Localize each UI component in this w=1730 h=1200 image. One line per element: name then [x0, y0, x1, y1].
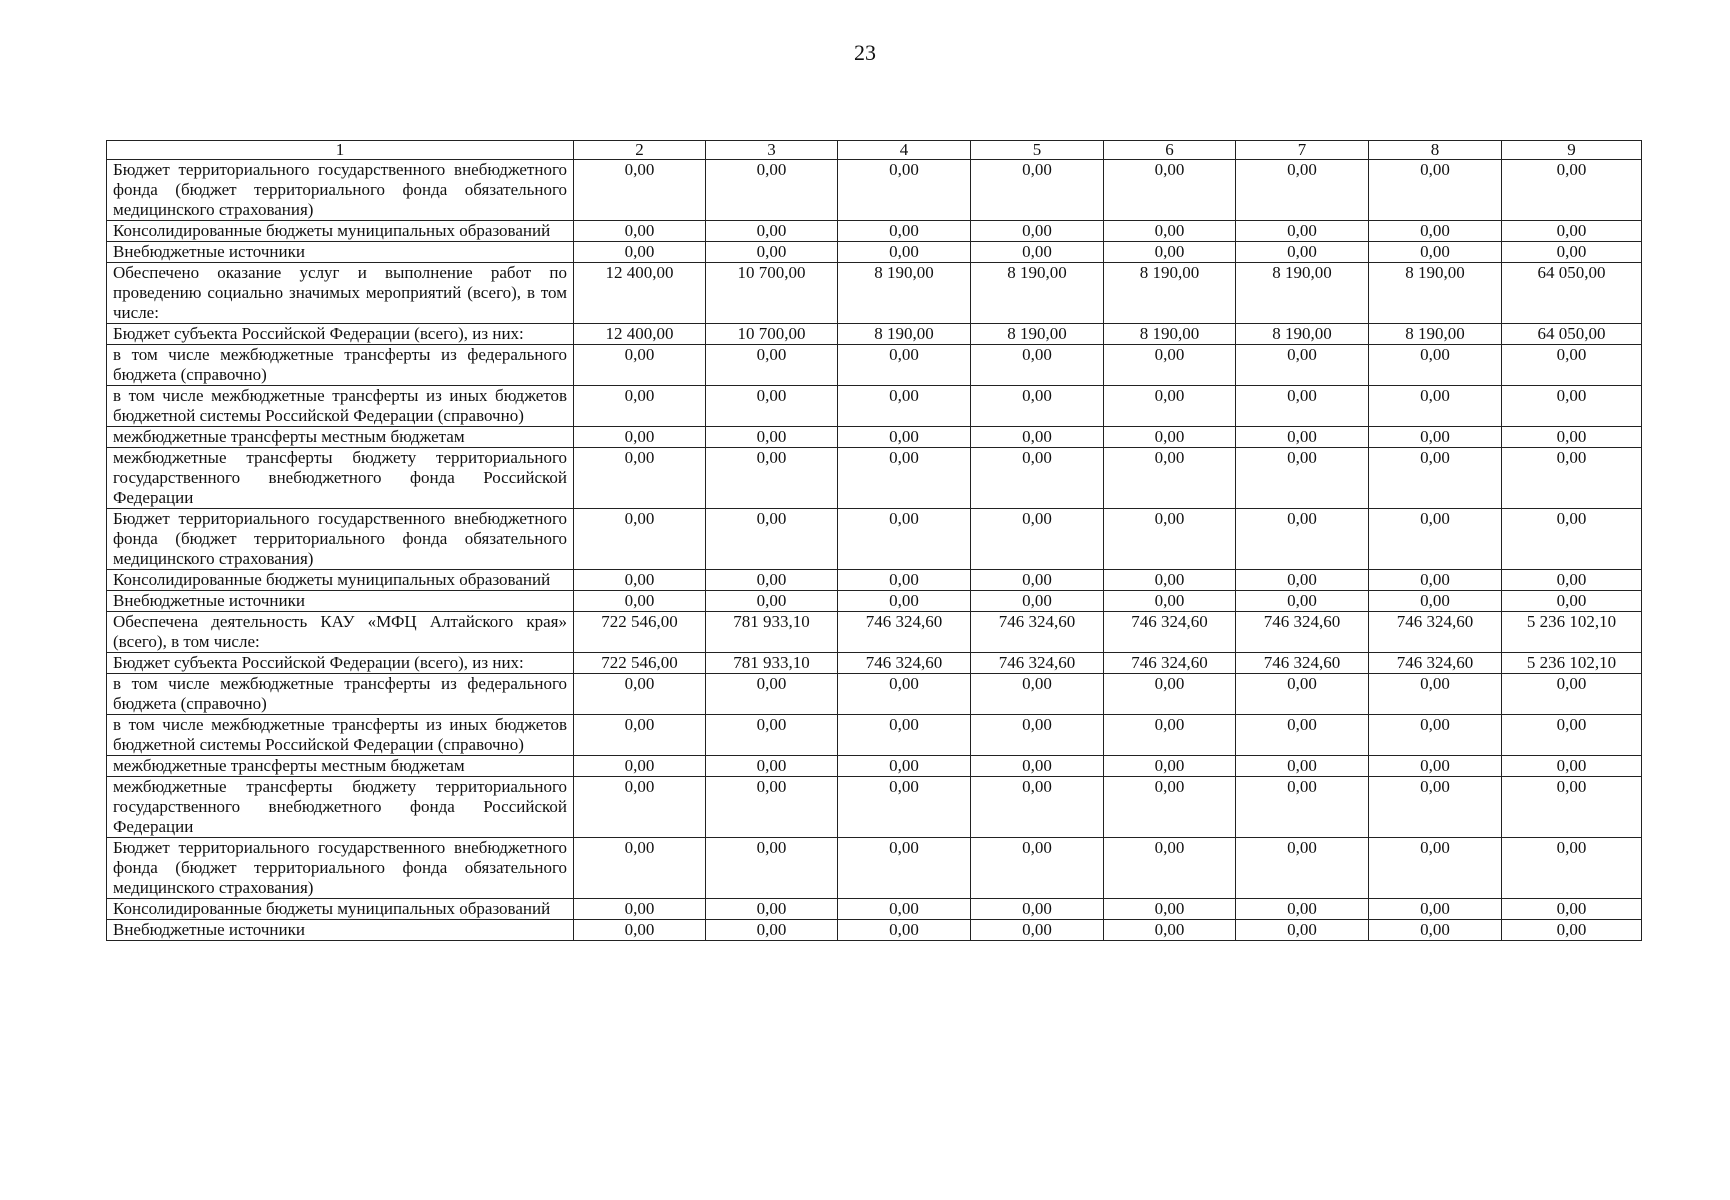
value-cell: 0,00: [1502, 448, 1642, 509]
value-cell: 0,00: [971, 221, 1104, 242]
value-cell: 10 700,00: [706, 263, 838, 324]
value-cell: 0,00: [1236, 448, 1369, 509]
value-cell: 0,00: [706, 591, 838, 612]
table-row: [107, 345, 1642, 386]
value-cell: 8 190,00: [1369, 263, 1502, 324]
value-cell: 0,00: [1104, 715, 1236, 756]
row-label: Обеспечена деятельность КАУ «МФЦ Алтайского края» (всего), в том числе:: [107, 612, 574, 653]
value-cell: 0,00: [574, 674, 706, 715]
table-row: [107, 591, 1642, 612]
value-cell: 746 324,60: [971, 612, 1104, 653]
value-cell: 0,00: [1104, 448, 1236, 509]
value-cell: 0,00: [1369, 899, 1502, 920]
value-cell: 8 190,00: [838, 324, 971, 345]
value-cell: 746 324,60: [1104, 612, 1236, 653]
value-cell: 0,00: [838, 448, 971, 509]
value-cell: 0,00: [574, 345, 706, 386]
value-cell: 0,00: [706, 920, 838, 941]
table-row: [107, 427, 1642, 448]
value-cell: 0,00: [838, 715, 971, 756]
row-label: межбюджетные трансферты бюджету территориального государственного внебюджетного фонда Российской Федерации: [107, 777, 574, 838]
value-cell: 0,00: [574, 509, 706, 570]
table-row: [107, 899, 1642, 920]
row-label: межбюджетные трансферты местным бюджетам: [107, 427, 574, 448]
value-cell: 0,00: [971, 756, 1104, 777]
value-cell: 746 324,60: [1236, 653, 1369, 674]
row-label: Консолидированные бюджеты муниципальных образований: [107, 221, 574, 242]
column-header-8: 8: [1369, 141, 1502, 160]
table-row: [107, 570, 1642, 591]
column-header-2: 2: [574, 141, 706, 160]
value-cell: 8 190,00: [1104, 324, 1236, 345]
row-label: Консолидированные бюджеты муниципальных образований: [107, 570, 574, 591]
row-label: в том числе межбюджетные трансферты из иных бюджетов бюджетной системы Российской Федерации (справочно): [107, 386, 574, 427]
value-cell: 0,00: [1104, 345, 1236, 386]
row-label: Бюджет субъекта Российской Федерации (всего), из них:: [107, 324, 574, 345]
value-cell: 0,00: [574, 591, 706, 612]
value-cell: 0,00: [1104, 838, 1236, 899]
value-cell: 0,00: [706, 242, 838, 263]
value-cell: 0,00: [838, 160, 971, 221]
row-label: в том числе межбюджетные трансферты из федерального бюджета (справочно): [107, 345, 574, 386]
table-row: [107, 756, 1642, 777]
value-cell: 746 324,60: [838, 612, 971, 653]
column-header-4: 4: [838, 141, 971, 160]
value-cell: 8 190,00: [838, 263, 971, 324]
value-cell: 5 236 102,10: [1502, 653, 1642, 674]
value-cell: 0,00: [971, 345, 1104, 386]
value-cell: 0,00: [574, 386, 706, 427]
value-cell: 0,00: [838, 221, 971, 242]
value-cell: 0,00: [1502, 570, 1642, 591]
value-cell: 0,00: [706, 899, 838, 920]
value-cell: 0,00: [706, 715, 838, 756]
column-header-1: 1: [107, 141, 574, 160]
value-cell: 0,00: [1104, 899, 1236, 920]
table-header: [107, 141, 1642, 160]
value-cell: 0,00: [574, 920, 706, 941]
value-cell: 0,00: [706, 448, 838, 509]
value-cell: 0,00: [1236, 715, 1369, 756]
value-cell: 5 236 102,10: [1502, 612, 1642, 653]
value-cell: 0,00: [1236, 160, 1369, 221]
value-cell: 0,00: [1369, 221, 1502, 242]
value-cell: 0,00: [1236, 777, 1369, 838]
row-label: Бюджет территориального государственного внебюджетного фонда (бюджет территориального фонда обязательного медицинского страхования): [107, 509, 574, 570]
value-cell: 746 324,60: [1236, 612, 1369, 653]
row-label: Обеспечено оказание услуг и выполнение работ по проведению социально значимых мероприятий (всего), в том числе:: [107, 263, 574, 324]
value-cell: 746 324,60: [1369, 612, 1502, 653]
value-cell: 0,00: [838, 345, 971, 386]
row-label: Бюджет территориального государственного внебюджетного фонда (бюджет территориального фонда обязательного медицинского страхования): [107, 160, 574, 221]
value-cell: 8 190,00: [971, 263, 1104, 324]
value-cell: 0,00: [1369, 591, 1502, 612]
value-cell: 781 933,10: [706, 653, 838, 674]
table-row: [107, 448, 1642, 509]
value-cell: 0,00: [706, 756, 838, 777]
value-cell: 0,00: [1502, 838, 1642, 899]
value-cell: 8 190,00: [1104, 263, 1236, 324]
value-cell: 0,00: [1502, 160, 1642, 221]
value-cell: 0,00: [838, 386, 971, 427]
value-cell: 0,00: [574, 242, 706, 263]
value-cell: 0,00: [1369, 427, 1502, 448]
value-cell: 0,00: [1236, 674, 1369, 715]
value-cell: 0,00: [1369, 448, 1502, 509]
value-cell: 0,00: [971, 715, 1104, 756]
value-cell: 0,00: [706, 427, 838, 448]
value-cell: 0,00: [1236, 509, 1369, 570]
value-cell: 0,00: [971, 570, 1104, 591]
page-number: 23: [854, 40, 876, 65]
value-cell: 0,00: [706, 777, 838, 838]
value-cell: 0,00: [574, 160, 706, 221]
table-row: [107, 386, 1642, 427]
value-cell: 746 324,60: [838, 653, 971, 674]
value-cell: 0,00: [1236, 920, 1369, 941]
value-cell: 64 050,00: [1502, 263, 1642, 324]
row-label: Внебюджетные источники: [107, 920, 574, 941]
table-body: [107, 160, 1642, 941]
value-cell: 0,00: [1502, 674, 1642, 715]
table-row: [107, 920, 1642, 941]
value-cell: 0,00: [706, 221, 838, 242]
value-cell: 0,00: [1104, 920, 1236, 941]
value-cell: 0,00: [838, 570, 971, 591]
value-cell: 0,00: [1502, 777, 1642, 838]
row-label: Внебюджетные источники: [107, 242, 574, 263]
table-row: [107, 777, 1642, 838]
value-cell: 0,00: [838, 509, 971, 570]
value-cell: 0,00: [838, 242, 971, 263]
value-cell: 0,00: [971, 386, 1104, 427]
value-cell: 0,00: [1236, 899, 1369, 920]
column-header-9: 9: [1502, 141, 1642, 160]
value-cell: 0,00: [1369, 570, 1502, 591]
value-cell: 0,00: [574, 838, 706, 899]
value-cell: 0,00: [838, 777, 971, 838]
value-cell: 0,00: [971, 591, 1104, 612]
table-row: [107, 324, 1642, 345]
value-cell: 0,00: [971, 448, 1104, 509]
value-cell: 0,00: [1104, 570, 1236, 591]
value-cell: 0,00: [706, 570, 838, 591]
value-cell: 0,00: [706, 160, 838, 221]
value-cell: 0,00: [1104, 386, 1236, 427]
value-cell: 0,00: [1369, 242, 1502, 263]
value-cell: 0,00: [1502, 509, 1642, 570]
value-cell: 8 190,00: [1236, 324, 1369, 345]
value-cell: 0,00: [971, 427, 1104, 448]
row-label: в том числе межбюджетные трансферты из иных бюджетов бюджетной системы Российской Федерации (справочно): [107, 715, 574, 756]
value-cell: 0,00: [1369, 160, 1502, 221]
value-cell: 0,00: [1104, 160, 1236, 221]
value-cell: 0,00: [706, 386, 838, 427]
value-cell: 0,00: [971, 920, 1104, 941]
row-label: Консолидированные бюджеты муниципальных образований: [107, 899, 574, 920]
value-cell: 0,00: [1369, 838, 1502, 899]
value-cell: 0,00: [971, 899, 1104, 920]
value-cell: 0,00: [574, 715, 706, 756]
value-cell: 0,00: [1502, 715, 1642, 756]
value-cell: 0,00: [838, 899, 971, 920]
table-row: [107, 221, 1642, 242]
table-row: [107, 612, 1642, 653]
row-label: в том числе межбюджетные трансферты из федерального бюджета (справочно): [107, 674, 574, 715]
value-cell: 0,00: [1502, 899, 1642, 920]
row-label: Внебюджетные источники: [107, 591, 574, 612]
value-cell: 0,00: [1369, 715, 1502, 756]
value-cell: 0,00: [1502, 221, 1642, 242]
value-cell: 0,00: [1502, 386, 1642, 427]
value-cell: 0,00: [1236, 570, 1369, 591]
table-row: [107, 263, 1642, 324]
table-row: [107, 653, 1642, 674]
value-cell: 0,00: [574, 448, 706, 509]
value-cell: 0,00: [1104, 427, 1236, 448]
value-cell: 8 190,00: [1369, 324, 1502, 345]
value-cell: 0,00: [1236, 345, 1369, 386]
value-cell: 0,00: [1236, 221, 1369, 242]
value-cell: 0,00: [1369, 920, 1502, 941]
value-cell: 0,00: [574, 899, 706, 920]
value-cell: 0,00: [838, 674, 971, 715]
table-row: [107, 160, 1642, 221]
value-cell: 0,00: [1236, 386, 1369, 427]
value-cell: 0,00: [838, 591, 971, 612]
value-cell: 0,00: [706, 509, 838, 570]
value-cell: 0,00: [1236, 591, 1369, 612]
row-label: Бюджет территориального государственного внебюджетного фонда (бюджет территориального фонда обязательного медицинского страхования): [107, 838, 574, 899]
value-cell: 10 700,00: [706, 324, 838, 345]
table-row: [107, 838, 1642, 899]
row-label: Бюджет субъекта Российской Федерации (всего), из них:: [107, 653, 574, 674]
value-cell: 0,00: [1502, 920, 1642, 941]
value-cell: 0,00: [706, 674, 838, 715]
value-cell: 0,00: [1369, 509, 1502, 570]
value-cell: 0,00: [1236, 838, 1369, 899]
value-cell: 0,00: [1104, 591, 1236, 612]
value-cell: 0,00: [1502, 591, 1642, 612]
value-cell: 0,00: [1236, 427, 1369, 448]
value-cell: 746 324,60: [1104, 653, 1236, 674]
value-cell: 0,00: [706, 838, 838, 899]
value-cell: 0,00: [971, 777, 1104, 838]
value-cell: 0,00: [971, 674, 1104, 715]
value-cell: 0,00: [706, 345, 838, 386]
value-cell: 12 400,00: [574, 263, 706, 324]
value-cell: 0,00: [1236, 756, 1369, 777]
budget-table: [106, 140, 1642, 941]
value-cell: 0,00: [838, 756, 971, 777]
value-cell: 0,00: [1502, 756, 1642, 777]
value-cell: 0,00: [574, 777, 706, 838]
column-header-7: 7: [1236, 141, 1369, 160]
column-header-5: 5: [971, 141, 1104, 160]
value-cell: 64 050,00: [1502, 324, 1642, 345]
value-cell: 746 324,60: [1369, 653, 1502, 674]
value-cell: 0,00: [1369, 756, 1502, 777]
value-cell: 0,00: [1369, 777, 1502, 838]
value-cell: 781 933,10: [706, 612, 838, 653]
value-cell: 12 400,00: [574, 324, 706, 345]
value-cell: 0,00: [574, 756, 706, 777]
value-cell: 0,00: [1236, 242, 1369, 263]
value-cell: 8 190,00: [971, 324, 1104, 345]
header-row: [107, 141, 1642, 160]
column-header-3: 3: [706, 141, 838, 160]
value-cell: 0,00: [1502, 345, 1642, 386]
value-cell: 0,00: [838, 838, 971, 899]
value-cell: 0,00: [1104, 674, 1236, 715]
value-cell: 0,00: [1104, 777, 1236, 838]
value-cell: 0,00: [574, 221, 706, 242]
value-cell: 8 190,00: [1236, 263, 1369, 324]
value-cell: 0,00: [1104, 756, 1236, 777]
table-row: [107, 674, 1642, 715]
value-cell: 0,00: [971, 160, 1104, 221]
value-cell: 0,00: [838, 427, 971, 448]
table-row: [107, 715, 1642, 756]
value-cell: 0,00: [1369, 674, 1502, 715]
value-cell: 0,00: [1104, 509, 1236, 570]
value-cell: 722 546,00: [574, 653, 706, 674]
value-cell: 0,00: [1369, 345, 1502, 386]
value-cell: 0,00: [1104, 221, 1236, 242]
value-cell: 0,00: [574, 570, 706, 591]
value-cell: 0,00: [838, 920, 971, 941]
row-label: межбюджетные трансферты местным бюджетам: [107, 756, 574, 777]
table-row: [107, 509, 1642, 570]
value-cell: 0,00: [574, 427, 706, 448]
column-header-6: 6: [1104, 141, 1236, 160]
value-cell: 0,00: [971, 242, 1104, 263]
value-cell: 746 324,60: [971, 653, 1104, 674]
value-cell: 0,00: [971, 838, 1104, 899]
value-cell: 0,00: [1104, 242, 1236, 263]
row-label: межбюджетные трансферты бюджету территориального государственного внебюджетного фонда Российской Федерации: [107, 448, 574, 509]
value-cell: 0,00: [1502, 427, 1642, 448]
table-row: [107, 242, 1642, 263]
value-cell: 0,00: [1369, 386, 1502, 427]
value-cell: 0,00: [971, 509, 1104, 570]
value-cell: 0,00: [1502, 242, 1642, 263]
value-cell: 722 546,00: [574, 612, 706, 653]
